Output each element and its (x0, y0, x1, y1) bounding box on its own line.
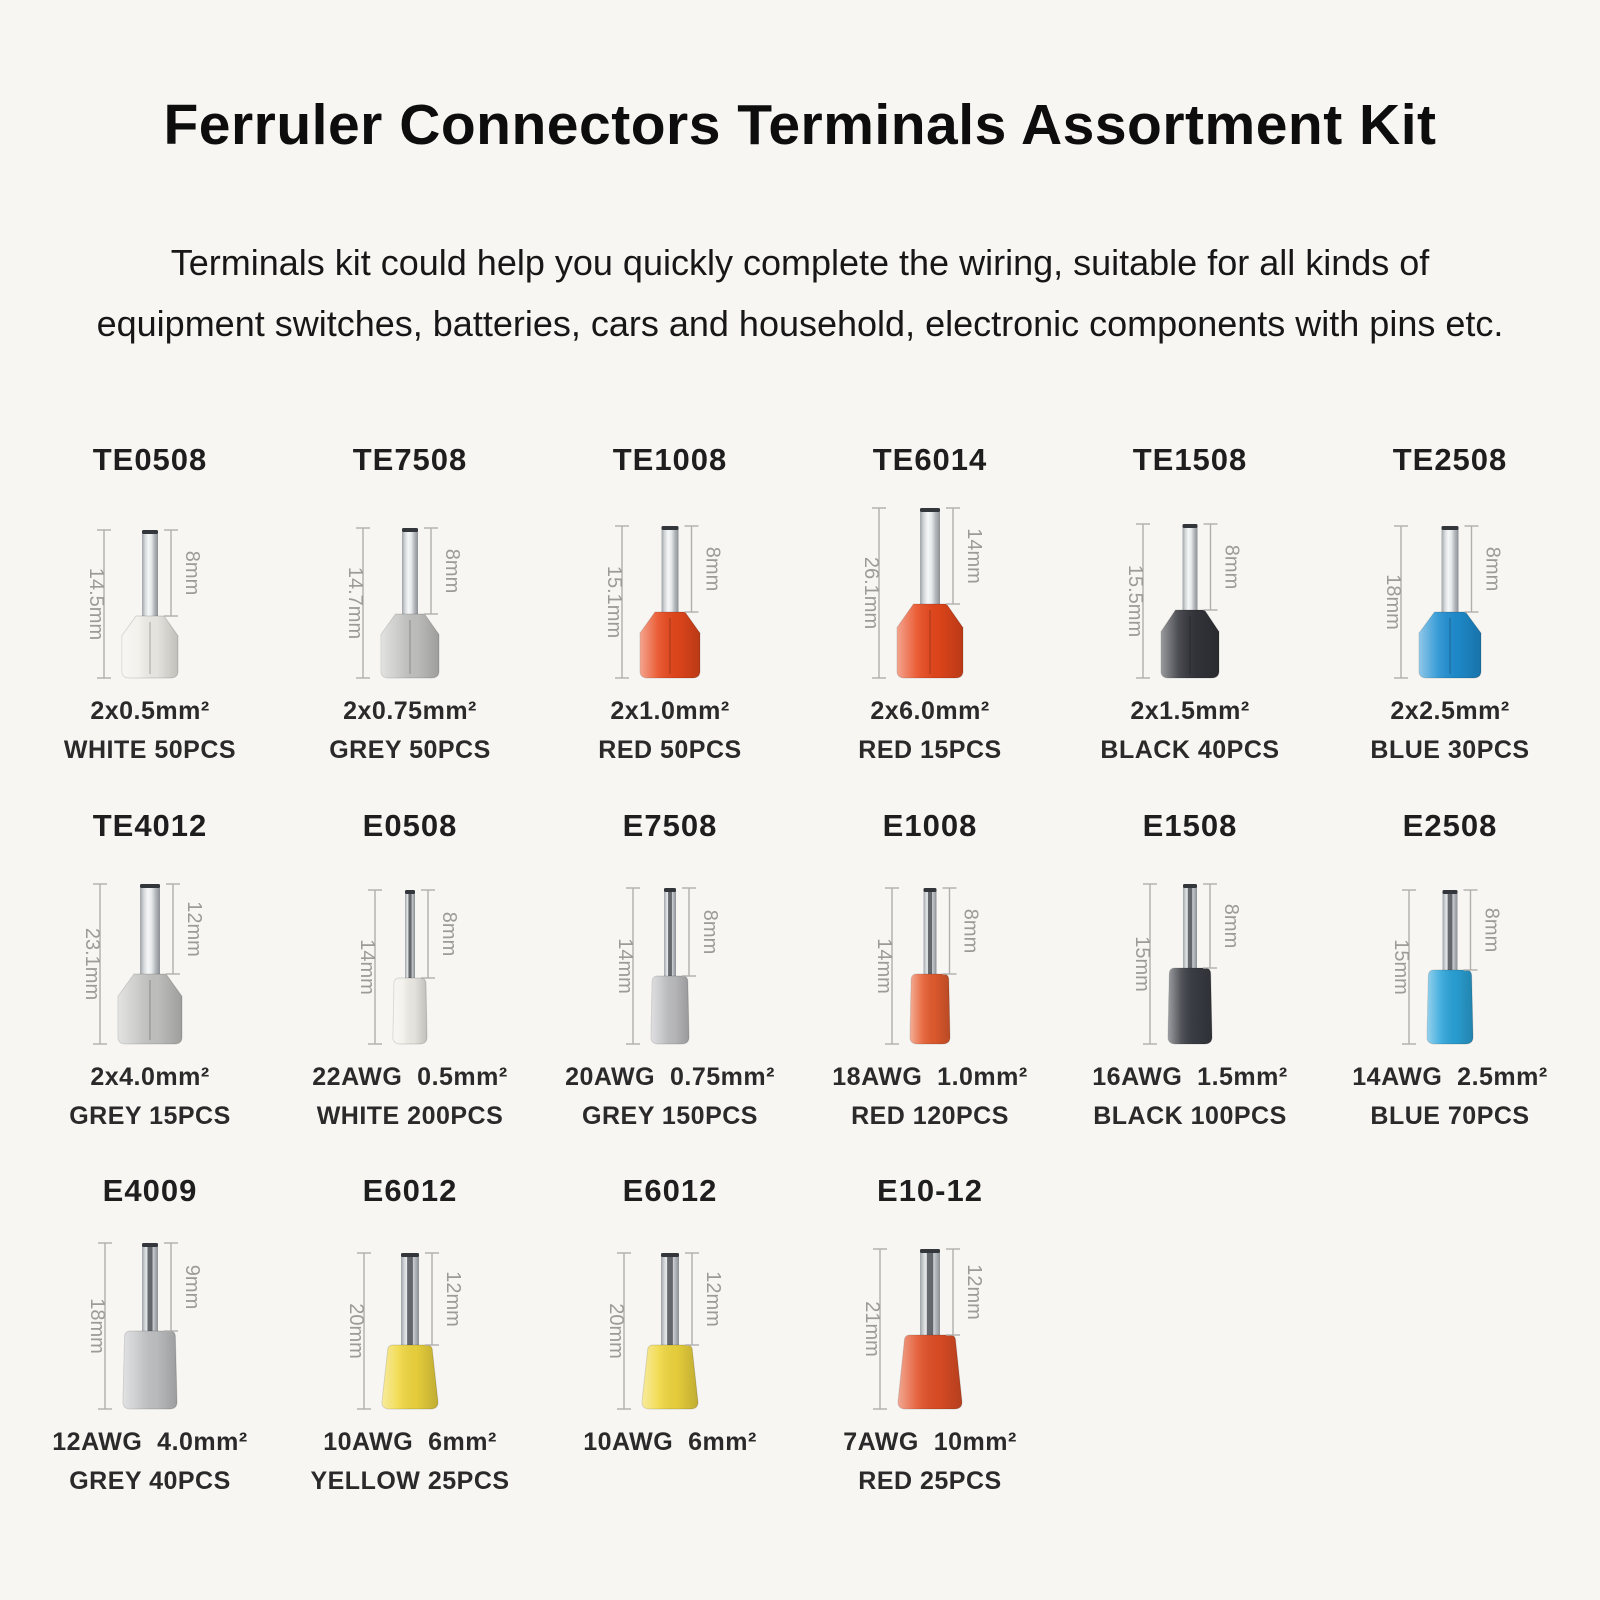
ferrule-illustration (1332, 480, 1568, 692)
pin-height-dimension-label: 8mm (1220, 903, 1242, 949)
description (35, 232, 1565, 354)
spec-size: 2x6.0mm² (870, 697, 990, 726)
ferrule-illustration (812, 1211, 1048, 1423)
spec-size: 7AWG 10mm² (843, 1428, 1017, 1457)
model-label: E1008 (882, 807, 978, 843)
pin-height-dimension-label: 8mm (181, 551, 203, 596)
product-cell-TE1508 (1060, 442, 1320, 770)
pin-height-dimension-label: 8mm (959, 908, 982, 954)
product-cell-E4009 (20, 1173, 280, 1501)
total-height-dimension-label: 18mm (1382, 574, 1404, 631)
spec-color-qty: YELLOW 25PCS (310, 1467, 510, 1496)
model-label: TE7508 (352, 442, 468, 478)
page-title: Ferruler Connectors Terminals Assortment Kit (163, 93, 1437, 157)
model-label: TE2508 (1392, 442, 1508, 478)
model-label: E7508 (622, 807, 718, 843)
product-cell-E1508 (1060, 808, 1320, 1136)
product-cell-TE4012 (20, 808, 280, 1136)
spec-size: 2x1.0mm² (610, 697, 730, 726)
model-label: TE4012 (92, 807, 208, 843)
total-height-dimension-label: 20mm (345, 1303, 367, 1360)
ferrule-illustration (552, 480, 788, 692)
product-row-1 (20, 442, 1580, 770)
ferrule-figure (812, 846, 1048, 1058)
ferrule-illustration (552, 1211, 788, 1423)
ferrule-figure (552, 846, 788, 1058)
spec-color-qty: WHITE 200PCS (316, 1101, 504, 1130)
spec-size: 10AWG 6mm² (323, 1428, 497, 1457)
ferrule-figure (32, 846, 268, 1058)
model-label: E4009 (102, 1173, 198, 1209)
total-height-dimension-label: 14mm (356, 939, 378, 995)
product-row-3 (20, 1173, 1580, 1501)
model-label: E0508 (362, 807, 458, 843)
spec-color-qty: RED 50PCS (598, 736, 742, 765)
ferrule-figure (1332, 846, 1568, 1058)
product-cell-E7508 (540, 808, 800, 1136)
spec-color-qty: RED 120PCS (851, 1101, 1009, 1130)
total-height-dimension-label: 21mm (861, 1301, 883, 1358)
product-row-2 (20, 808, 1580, 1136)
product-cell-E1008 (800, 808, 1060, 1136)
pin-height-dimension-label: 9mm (181, 1265, 203, 1310)
ferrule-figure (1072, 846, 1308, 1058)
product-cell-TE6014 (800, 442, 1060, 770)
ferrule-figure (552, 480, 788, 692)
pin-height-dimension-label: 8mm (1481, 547, 1504, 592)
total-height-dimension-label: 14.7mm (344, 567, 366, 640)
total-height-dimension-label: 15mm (1131, 936, 1153, 992)
total-height-dimension-label: 15.5mm (1124, 565, 1146, 638)
ferrule-illustration (292, 1211, 528, 1423)
product-grid (20, 442, 1580, 1501)
pin-height-dimension-label: 8mm (438, 911, 460, 957)
ferrule-illustration (32, 480, 268, 692)
model-label: E1508 (1142, 807, 1238, 843)
model-label: TE1508 (1132, 442, 1248, 478)
total-height-dimension-label: 14mm (873, 938, 895, 994)
spec-color-qty: RED 15PCS (858, 736, 1002, 765)
spec-size: 20AWG 0.75mm² (565, 1062, 775, 1091)
spec-color-qty: BLUE 70PCS (1370, 1101, 1530, 1130)
pin-height-dimension-label: 8mm (441, 549, 463, 594)
pin-height-dimension-label: 12mm (442, 1271, 464, 1328)
spec-color-qty: GREY 15PCS (69, 1101, 231, 1130)
ferrule-illustration (1332, 846, 1568, 1058)
product-cell-E6012 (540, 1173, 800, 1501)
ferrule-illustration (552, 846, 788, 1058)
pin-height-dimension-label: 8mm (701, 547, 724, 592)
ferrule-illustration (292, 846, 528, 1058)
product-cell-TE2508 (1320, 442, 1580, 770)
total-height-dimension-label: 18mm (86, 1298, 108, 1355)
product-cell-E0508 (280, 808, 540, 1136)
model-label: TE0508 (92, 442, 208, 478)
ferrule-figure (812, 1211, 1048, 1423)
ferrule-figure (292, 846, 528, 1058)
pin-height-dimension-label: 8mm (1220, 545, 1243, 590)
product-cell-E2508 (1320, 808, 1580, 1136)
pin-height-dimension-label: 12mm (963, 1264, 985, 1321)
total-height-dimension-label: 20mm (605, 1303, 627, 1360)
ferrule-figure (552, 1211, 788, 1423)
ferrule-figure (812, 480, 1048, 692)
model-label: E6012 (362, 1173, 458, 1209)
spec-size: 14AWG 2.5mm² (1352, 1062, 1548, 1091)
pin-height-dimension-label: 12mm (702, 1271, 724, 1328)
pin-height-dimension-label: 8mm (1480, 907, 1503, 953)
spec-color-qty: WHITE 50PCS (63, 736, 237, 765)
ferrule-figure (292, 480, 528, 692)
spec-color-qty: GREY 50PCS (329, 736, 491, 765)
model-label: TE6014 (872, 442, 988, 478)
model-label: E2508 (1402, 807, 1498, 843)
product-cell-TE1008 (540, 442, 800, 770)
spec-size: 16AWG 1.5mm² (1092, 1062, 1288, 1091)
product-cell-E10-12 (800, 1173, 1060, 1501)
total-height-dimension-label: 15mm (1390, 939, 1412, 995)
pin-height-dimension-label: 8mm (699, 909, 721, 955)
ferrule-illustration (32, 1211, 268, 1423)
ferrule-figure (292, 1211, 528, 1423)
total-height-dimension-label: 23.1mm (81, 927, 103, 1000)
model-label: E10-12 (877, 1173, 983, 1209)
ferrule-illustration (812, 846, 1048, 1058)
ferrule-figure (32, 480, 268, 692)
spec-color-qty: GREY 150PCS (582, 1101, 758, 1130)
total-height-dimension-label: 26.1mm (860, 557, 882, 630)
ferrule-figure (1332, 480, 1568, 692)
spec-color-qty: BLACK 40PCS (1100, 736, 1280, 765)
total-height-dimension-label: 14mm (614, 938, 636, 994)
description-line-2: equipment switches, batteries, cars and household, electronic components with pins etc. (96, 303, 1504, 345)
spec-size: 2x4.0mm² (90, 1062, 210, 1091)
spec-size: 12AWG 4.0mm² (52, 1428, 248, 1457)
ferrule-illustration (292, 480, 528, 692)
spec-size: 18AWG 1.0mm² (832, 1062, 1028, 1091)
spec-size: 2x1.5mm² (1130, 697, 1250, 726)
product-cell-TE0508 (20, 442, 280, 770)
ferrule-figure (1072, 480, 1308, 692)
ferrule-illustration (32, 846, 268, 1058)
model-label: TE1008 (612, 442, 728, 478)
spec-color-qty: RED 25PCS (858, 1467, 1002, 1496)
spec-size: 2x0.5mm² (90, 697, 210, 726)
spec-color-qty: GREY 40PCS (69, 1467, 231, 1496)
spec-color-qty: BLACK 100PCS (1093, 1101, 1287, 1130)
spec-color-qty: BLUE 30PCS (1370, 736, 1530, 765)
ferrule-illustration (812, 480, 1048, 692)
spec-size: 10AWG 6mm² (583, 1428, 757, 1457)
total-height-dimension-label: 15.1mm (603, 566, 625, 639)
pin-height-dimension-label: 14mm (963, 528, 985, 585)
ferrule-figure (32, 1211, 268, 1423)
product-cell-E6012 (280, 1173, 540, 1501)
product-cell-TE7508 (280, 442, 540, 770)
description-line-1: Terminals kit could help you quickly complete the wiring, suitable for all kinds of (170, 242, 1430, 283)
ferrule-illustration (1072, 846, 1308, 1058)
total-height-dimension-label: 14.5mm (85, 568, 107, 641)
pin-height-dimension-label: 12mm (183, 901, 205, 957)
ferrule-illustration (1072, 480, 1308, 692)
spec-size: 2x2.5mm² (1390, 697, 1510, 726)
spec-size: 22AWG 0.5mm² (312, 1062, 508, 1091)
model-label: E6012 (622, 1173, 718, 1209)
spec-size: 2x0.75mm² (343, 697, 477, 726)
